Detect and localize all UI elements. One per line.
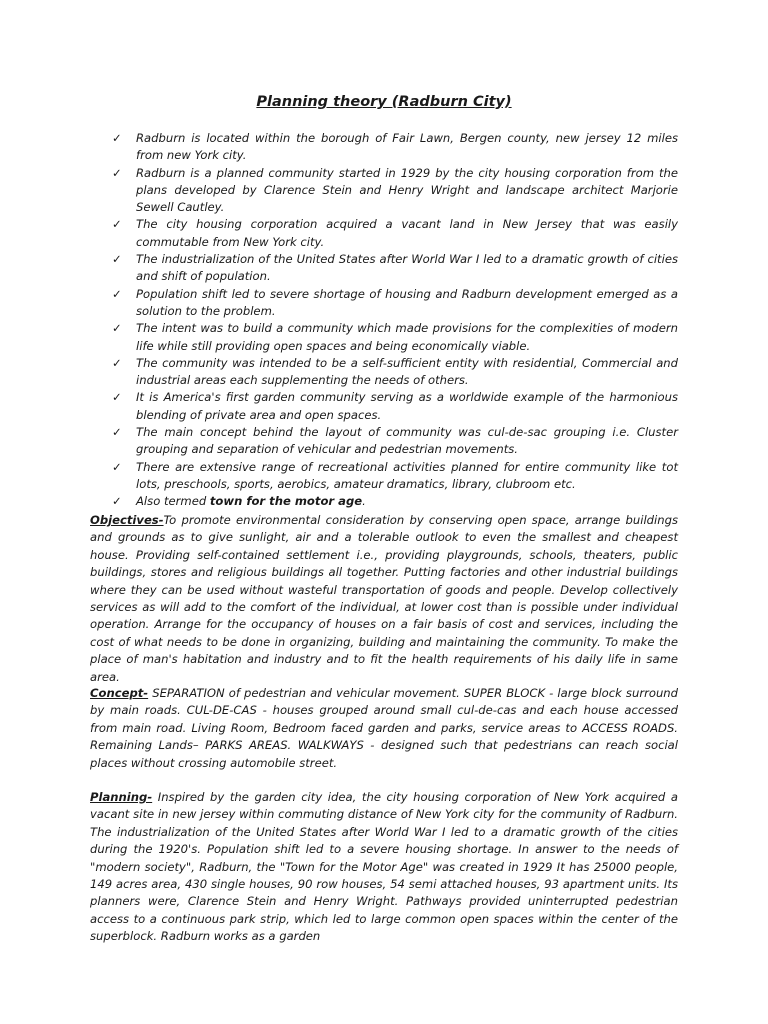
planning-paragraph <box>90 789 678 946</box>
concept-paragraph <box>90 685 678 772</box>
concept-heading: Concept- <box>90 686 149 700</box>
checkmark-icon: ✓ <box>112 459 122 474</box>
objectives-heading: Objectives- <box>90 513 164 527</box>
page-title: Planning theory (Radburn City) <box>256 94 512 110</box>
checkmark-icon: ✓ <box>112 131 122 145</box>
list-item: ✓ The community was intended to be a self-sufficient entity with residential, Commercial and industrial areas each supplementing the needs of others. <box>112 355 678 388</box>
checkmark-icon: ✓ <box>112 355 122 370</box>
list-item: ✓ Also termed town for the motor age. <box>112 493 678 510</box>
checkmark-icon: ✓ <box>112 494 122 509</box>
list-item: ✓ The main concept behind the layout of community was cul-de-sac grouping i.e. Cluster grouping and separation of vehicular and pedestrian movements. <box>112 425 678 457</box>
checkmark-icon: ✓ <box>112 321 122 336</box>
checkmark-icon: ✓ <box>112 390 122 405</box>
planning-text: Inspired by the garden city idea, the city housing corporation of New York acquired a vacant site in new jersey within commuting distance of New York city for the community of Radburn. The industrialization of the United States after World War I led to a dramatic growth of the cities during the 1920's. Population shift led to a severe housing shortage. In answer to the needs of "modern society", Radburn, the "Town for the Motor Age" was created in 1929 It has 25000 people, 149 acres area, 430 single houses, 90 row houses, 54 semi attached houses, 93 apartment units. Its planners were, Clarence Stein and Henry Wright. Pathways provided uninterrupted pedestrian access to a continuous park strip, which led to large common open spaces within the center of the superblock. Radburn works as a garden <box>90 790 678 944</box>
checkmark-icon: ✓ <box>112 286 122 301</box>
checkmark-icon: ✓ <box>112 217 122 232</box>
list-item: ✓ The intent was to build a community which made provisions for the complexities of modern life while still providing open spaces and being economically viable. <box>112 321 678 353</box>
list-item: ✓ It is America's first garden community serving as a worldwide example of the harmonious blending of private area and open spaces. <box>112 390 678 422</box>
planning-heading: Planning- <box>90 790 153 804</box>
objectives-paragraph <box>90 512 678 686</box>
list-item: ✓ Radburn is a planned community started in 1929 by the city housing corporation from the plans developed by Clarence Stein and Henry Wright and landscape architect Marjorie Sewell Cautley. <box>112 165 678 215</box>
bullet-list <box>112 130 678 511</box>
concept-text: SEPARATION of pedestrian and vehicular movement. SUPER BLOCK - large block surround by main roads. CUL-DE-CAS - houses grouped around small cul-de-cas and each house accessed from main road. Living Room, Bedroom faced garden and parks, service areas to ACCESS ROADS. Remaining Lands– PARKS AREAS. WALKWAYS - designed such that pedestrians can reach social places without crossing automobile street. <box>90 686 678 770</box>
list-item: ✓ The city housing corporation acquired a vacant land in New Jersey that was easily commutable from New York city. <box>112 217 678 249</box>
list-item: ✓ There are extensive range of recreational activities planned for entire community like tot lots, preschools, sports, aerobics, amateur dramatics, library, clubroom etc. <box>112 459 678 491</box>
checkmark-icon: ✓ <box>112 165 122 180</box>
list-item: ✓ The industrialization of the United States after World War I led to a dramatic growth of cities and shift of population. <box>112 252 678 284</box>
list-item: ✓ Radburn is located within the borough of Fair Lawn, Bergen county, new jersey 12 miles from new York city. <box>112 131 678 163</box>
checkmark-icon: ✓ <box>112 425 122 440</box>
objectives-text: To promote environmental consideration by conserving open space, arrange buildings and grounds as to give sunlight, air and a tolerable outlook to even the smallest and cheapest house. Providing self-contained settlement i.e., providing playgrounds, schools, theaters, public buildings, stores and religious buildings all together. Putting factories and other industrial buildings where they can be used without wasteful transportation of goods and people. Develop collectively services as will add to the comfort of the individual, at lower cost than is possible under individual operation. Arrange for the occupancy of houses on a fair basis of cost and services, including the cost of what needs to be done in organizing, building and maintaining the community. To make the place of man's habitation and industry and to fit the health requirements of his daily life in same area. <box>90 513 678 684</box>
checkmark-icon: ✓ <box>112 252 122 267</box>
list-item: ✓ Population shift led to severe shortage of housing and Radburn development emerged as a solution to the problem. <box>112 286 678 318</box>
emphasis-text: town for the motor age <box>209 494 363 509</box>
